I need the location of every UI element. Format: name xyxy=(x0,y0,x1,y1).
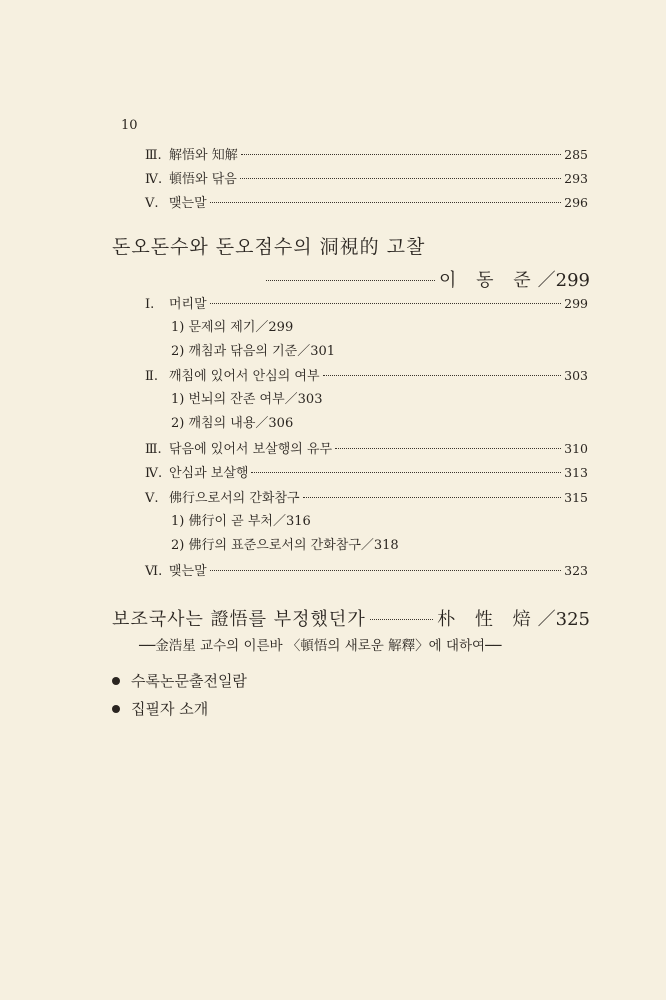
leader-dots xyxy=(303,497,562,498)
bullet-icon xyxy=(112,705,120,713)
toc-entry[interactable] xyxy=(145,464,588,483)
toc-subentry[interactable] xyxy=(171,415,293,433)
article-page: 325 xyxy=(555,609,590,630)
page-number: 10 xyxy=(121,118,138,133)
toc-entry[interactable] xyxy=(145,194,588,213)
entry-page: 315 xyxy=(564,490,588,505)
entry-page: 323 xyxy=(564,563,588,578)
entry-label: 2) 佛行의 표준으로서의 간화참구／318 xyxy=(171,538,399,553)
leader-dots xyxy=(210,570,561,571)
article-title: 보조국사는 證悟를 부정했던가 xyxy=(112,609,366,630)
leader-dots xyxy=(323,375,562,376)
entry-page: 296 xyxy=(564,195,588,210)
entry-label: 2) 깨침과 닦음의 기준／301 xyxy=(171,344,336,359)
toc-subentry[interactable] xyxy=(171,537,399,555)
bullet-icon xyxy=(112,677,120,685)
toc-entry[interactable] xyxy=(145,440,588,459)
toc-entry[interactable] xyxy=(145,489,588,508)
entry-page: 303 xyxy=(564,368,588,383)
entry-page: 293 xyxy=(564,171,588,186)
entry-numeral: Ⅳ. xyxy=(145,466,163,481)
entry-numeral: Ⅱ. xyxy=(145,369,158,384)
toc-subentry[interactable] xyxy=(171,391,322,409)
toc-entry[interactable] xyxy=(145,367,588,386)
entry-label: 2) 깨침의 내용／306 xyxy=(171,416,294,431)
entry-label: 頓悟와 닦음 xyxy=(169,172,237,187)
entry-numeral: Ⅰ. xyxy=(145,297,155,312)
toc-subentry[interactable] xyxy=(171,343,335,361)
entry-page: 299 xyxy=(564,296,588,311)
toc-subentry[interactable] xyxy=(171,319,293,337)
slash-separator: ／ xyxy=(537,270,556,291)
entry-label: 1) 문제의 제기／299 xyxy=(171,320,294,335)
entry-numeral: Ⅳ. xyxy=(145,172,163,187)
toc-subentry[interactable] xyxy=(171,513,311,531)
leader-dots xyxy=(240,178,561,179)
entry-page: 313 xyxy=(564,465,588,480)
article-subtitle: ──金浩星 교수의 이른바 〈頓悟의 새로운 解釋〉에 대하여── xyxy=(139,638,502,654)
appendix-label: 집필자 소개 xyxy=(131,700,209,718)
toc-entry[interactable] xyxy=(145,562,588,581)
leader-dots xyxy=(241,154,561,155)
article-author: 朴 性 焙 xyxy=(437,609,538,630)
entry-label: 解悟와 知解 xyxy=(169,148,238,163)
leader-dots xyxy=(210,303,561,304)
slash-separator: ／ xyxy=(537,609,556,630)
entry-page: 310 xyxy=(564,441,588,456)
article-title-row[interactable] xyxy=(112,605,590,632)
entry-numeral: Ⅴ. xyxy=(145,491,159,506)
article-byline[interactable] xyxy=(262,266,590,292)
leader-dots xyxy=(210,202,561,203)
toc-entry[interactable] xyxy=(145,170,588,189)
entry-label: 머리말 xyxy=(169,297,207,312)
entry-numeral: Ⅴ. xyxy=(145,196,159,211)
leader-dots xyxy=(335,448,561,449)
entry-label: 맺는말 xyxy=(169,196,207,211)
entry-numeral: Ⅵ. xyxy=(145,564,163,579)
entry-label: 佛行으로서의 간화참구 xyxy=(169,491,300,506)
leader-dots xyxy=(251,472,561,473)
leader-dots xyxy=(370,619,433,620)
entry-numeral: Ⅲ. xyxy=(145,148,162,163)
appendix-item[interactable] xyxy=(112,698,208,719)
leader-dots xyxy=(266,280,435,281)
toc-entry[interactable] xyxy=(145,146,588,165)
article-author: 이 동 준 xyxy=(439,270,538,291)
appendix-item[interactable] xyxy=(112,670,247,691)
entry-label: 1) 佛行이 곧 부처／316 xyxy=(171,514,311,529)
entry-label: 맺는말 xyxy=(169,564,207,579)
article-page: 299 xyxy=(555,270,590,291)
entry-numeral: Ⅲ. xyxy=(145,442,162,457)
entry-label: 깨침에 있어서 안심의 여부 xyxy=(169,369,320,384)
entry-label: 안심과 보살행 xyxy=(169,466,249,481)
entry-page: 285 xyxy=(564,147,588,162)
entry-label: 닦음에 있어서 보살행의 유무 xyxy=(169,442,333,457)
entry-label: 1) 번뇌의 잔존 여부／303 xyxy=(171,392,323,407)
toc-entry[interactable] xyxy=(145,295,588,314)
article-title[interactable]: 돈오돈수와 돈오점수의 洞視的 고찰 xyxy=(112,236,426,258)
appendix-label: 수록논문출전일람 xyxy=(131,672,247,690)
